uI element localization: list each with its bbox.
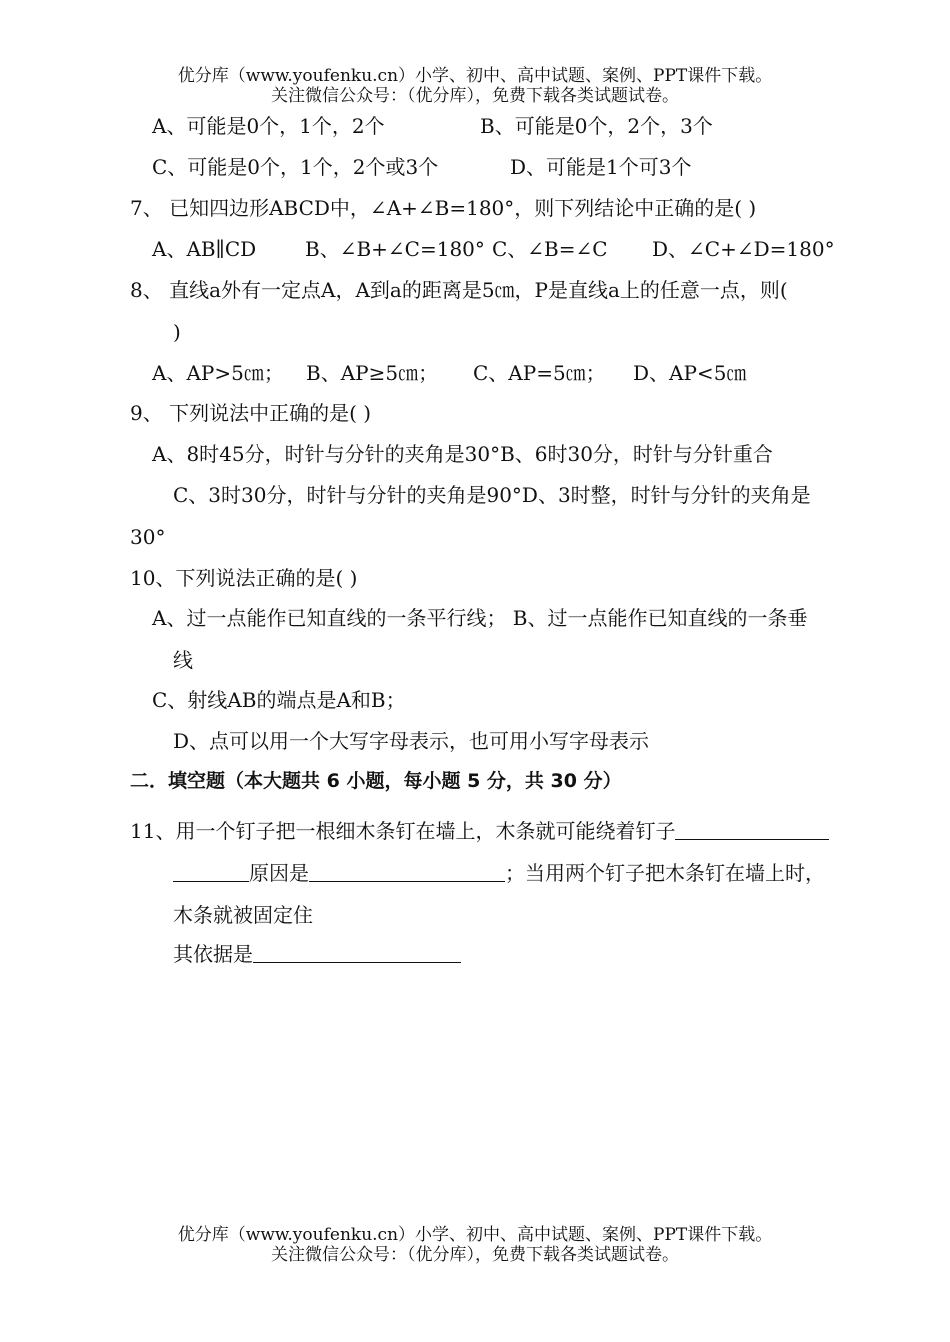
q11-line-2 [173,861,825,885]
q8-option-c: C、AP=5㎝； [473,361,606,385]
q11-blank-3[interactable] [253,942,461,963]
header-line-1: 优分库（www.youfenku.cn）小学、初中、高中试题、案例、PPT课件下载。 [177,66,773,86]
q11-part-5: 其依据是 [173,942,253,966]
q7-option-b: B、∠B+∠C=180° [305,237,485,261]
q8-option-a: A、AP>5㎝； [152,361,284,385]
q11-part-2: 原因是 [249,861,309,885]
q7-option-a: A、AB∥CD [152,237,257,261]
q9-stem: 9、 下列说法中正确的是( ) [130,401,372,425]
q11-part-1: 11、用一个钉子把一根细木条钉在墙上，木条就可能绕着钉子 [130,819,676,843]
q6-option-a: A、可能是0个，1个，2个 [152,114,385,138]
q11-blank-1-cont[interactable] [173,861,249,882]
q11-part-3: ；当用两个钉子把木条钉在墙上时， [505,861,825,885]
q6-option-c: C、可能是0个，1个，2个或3个 [152,155,439,179]
q11-blank-2[interactable] [309,861,505,882]
q7-option-d: D、∠C+∠D=180° [652,237,835,261]
q11-line-1 [130,819,829,843]
q9-line-2: C、3时30分，时针与分针的夹角是90°D、3时整，时针与分针的夹角是 [173,483,811,507]
q11-blank-1[interactable] [675,819,829,840]
q6-option-b: B、可能是0个，2个，3个 [480,114,713,138]
q7-stem: 7、 已知四边形ABCD中，∠A+∠B=180°，则下列结论中正确的是( ) [130,196,757,220]
q7-option-c: C、∠B=∠C [492,237,608,261]
q8-option-b: B、AP≥5㎝； [306,361,439,385]
q6-option-d: D、可能是1个可3个 [510,155,692,179]
footer-line-1: 优分库（www.youfenku.cn）小学、初中、高中试题、案例、PPT课件下载。 [177,1225,773,1245]
q8-stem-cont: ) [173,320,181,344]
header-line-2: 关注微信公众号：（优分库），免费下载各类试题试卷。 [271,86,679,106]
footer-line-2: 关注微信公众号：（优分库），免费下载各类试题试卷。 [271,1245,679,1265]
q10-option-b-cont: 线 [173,648,193,672]
q8-option-d: D、AP<5㎝ [633,361,747,385]
q10-option-ab: A、过一点能作已知直线的一条平行线； B、过一点能作已知直线的一条垂 [152,606,808,630]
q11-line-5 [173,942,461,966]
page-footer [0,1225,950,1265]
q8-stem: 8、 直线a外有一定点A，A到a的距离是5㎝，P是直线a上的任意一点，则( [130,278,788,302]
q9-line-1: A、8时45分，时针与分针的夹角是30°B、6时30分，时针与分针重合 [152,442,773,466]
q11-part-4: 木条就被固定住 [173,903,313,927]
q10-option-d: D、点可以用一个大写字母表示，也可用小写字母表示 [173,729,650,753]
section-2-title: 二．填空题（本大题共 6 小题，每小题 5 分，共 30 分） [130,770,622,792]
q9-line-3: 30° [130,525,166,549]
page-header [0,66,950,106]
q10-option-c: C、射线AB的端点是A和B； [152,688,406,712]
q10-stem: 10、下列说法正确的是( ) [130,566,358,590]
